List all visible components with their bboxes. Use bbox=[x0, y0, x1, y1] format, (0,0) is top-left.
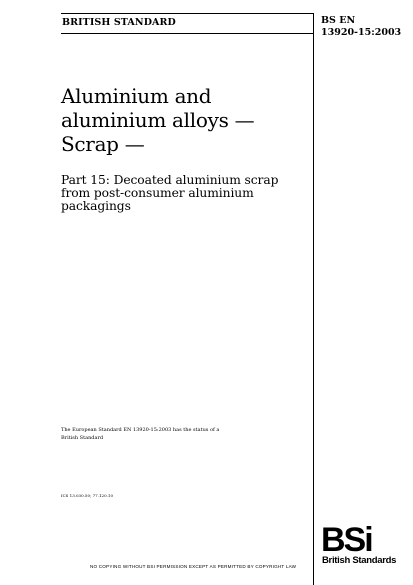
standard-designation bbox=[321, 15, 401, 39]
subtitle-line-3: packagings bbox=[61, 199, 131, 213]
subtitle-line-2: from post-consumer aluminium bbox=[61, 186, 254, 200]
classification-code: ICS 13.030.50; 77.120.10 bbox=[61, 493, 113, 498]
title-line-2: aluminium alloys — bbox=[61, 108, 255, 132]
designation-line-1: BS EN bbox=[321, 15, 356, 26]
series-label: BRITISH STANDARD bbox=[62, 17, 176, 28]
status-statement bbox=[61, 426, 301, 442]
vertical-rule bbox=[313, 13, 314, 585]
designation-line-2: 13920-15:2003 bbox=[321, 27, 402, 38]
header-rule bbox=[61, 33, 313, 34]
top-rule bbox=[61, 13, 313, 14]
title-line-3: Scrap — bbox=[61, 132, 145, 156]
document-title bbox=[61, 84, 311, 156]
bsi-logo-letters: BSi bbox=[321, 522, 372, 556]
status-line-1: The European Standard EN 13920-15:2003 has the status of a bbox=[61, 427, 220, 433]
document-subtitle bbox=[61, 174, 311, 213]
copyright-notice: NO COPYING WITHOUT BSI PERMISSION EXCEPT AS PERMITTED BY COPYRIGHT LAW bbox=[90, 564, 297, 569]
status-line-2: British Standard bbox=[61, 435, 104, 441]
title-line-1: Aluminium and bbox=[61, 84, 212, 108]
bsi-logo bbox=[317, 522, 401, 574]
bsi-logo-name: British Standards bbox=[322, 555, 397, 566]
bsi-logo-mark bbox=[317, 522, 401, 556]
subtitle-line-1: Part 15: Decoated aluminium scrap bbox=[61, 173, 279, 187]
